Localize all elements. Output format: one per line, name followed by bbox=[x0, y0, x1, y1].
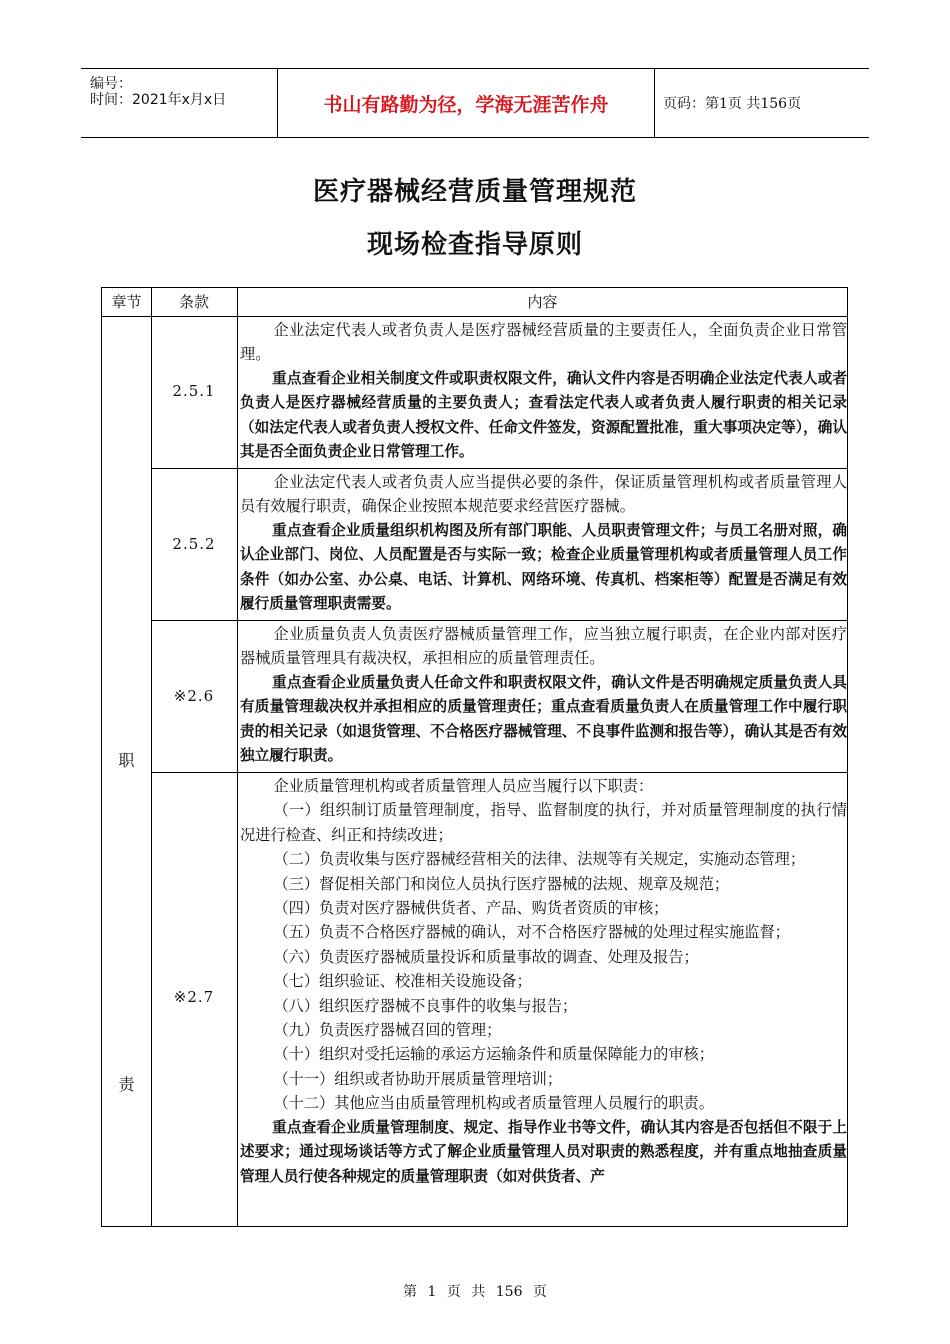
content-text: 企业法定代表人或者负责人是医疗器械经营质量的主要责任人，全面负责企业日常管理。 bbox=[240, 321, 847, 364]
duty-item: （六）负责医疗器械质量投诉和质量事故的调查、处理及报告； bbox=[273, 947, 699, 966]
content-key-points: 重点查看企业质量组织机构图及所有部门职能、人员职责管理文件；与员工名册对照，确认企业部门、岗位、人员配置是否与实际一致；检查企业质量管理机构或者质量管理人员工作条件（如办公室、办公桌、电话、计算机、网络环境、传真机、档案柜等）配置是否满足有效履行质量管理职责需要。 bbox=[240, 521, 847, 613]
content-2-5-2 bbox=[238, 470, 849, 616]
document-header bbox=[81, 68, 869, 138]
content-key-points: 重点查看企业质量管理制度、规定、指导作业书等文件，确认其内容是否包括但不限于上述要求；通过现场谈话等方式了解企业质量管理人员对职责的熟悉程度，并有重点地抽查质量管理人员行使各种规定的质量管理职责（如对供货者、产 bbox=[240, 1118, 847, 1185]
duty-item: （五）负责不合格医疗器械的确认，对不合格医疗器械的处理过程实施监督； bbox=[273, 923, 790, 942]
content-2-5-1 bbox=[238, 318, 849, 464]
header-page-info: 页码：第1页 共156页 bbox=[663, 96, 802, 112]
header-divider bbox=[102, 316, 848, 317]
chapter-char-2: 责 bbox=[118, 1075, 135, 1094]
duty-item: （三）督促相关部门和岗位人员执行医疗器械的法规、规章及规范； bbox=[273, 874, 730, 893]
duty-item: （四）负责对医疗器械供货者、产品、购货者资质的审核； bbox=[273, 899, 669, 918]
col-divider-1 bbox=[151, 288, 152, 1226]
row-divider-3 bbox=[151, 772, 848, 773]
duty-item: （二）负责收集与医疗器械经营相关的法律、法规等有关规定，实施动态管理； bbox=[273, 850, 805, 869]
date-label: 时间：2021年x月x日 bbox=[90, 92, 227, 108]
chapter-char-1: 职 bbox=[118, 751, 135, 770]
header-clause: 条款 bbox=[178, 293, 209, 311]
duty-item: （一）组织制订质量管理制度，指导、监督制度的执行，并对质量管理制度的执行情况进行检查、纠正和持续改进； bbox=[240, 801, 847, 844]
header-chapter: 章节 bbox=[111, 293, 142, 311]
content-key-points: 重点查看企业相关制度文件或职责权限文件，确认文件内容是否明确企业法定代表人或者负责人是医疗器械经营质量的主要负责人；查看法定代表人或者负责人履行职责的相关记录（如法定代表人或者负责人授权文件、任命文件签发，资源配置批准，重大事项决定等），确认其是否全面负责企业日常管理工作。 bbox=[240, 369, 847, 461]
content-text: 企业法定代表人或者负责人应当提供必要的条件，保证质量管理机构或者质量管理人员有效履行职责，确保企业按照本规范要求经营医疗器械。 bbox=[240, 473, 847, 516]
inspection-table bbox=[101, 287, 848, 1227]
clause-2-6: ※2.6 bbox=[173, 687, 215, 705]
number-label: 编号： bbox=[90, 76, 132, 92]
document-subtitle: 现场检查指导原则 bbox=[366, 230, 583, 260]
content-key-points: 重点查看企业质量负责人任命文件和职责权限文件，确认文件是否明确规定质量负责人具有质量管理裁决权并承担相应的质量管理责任；重点查看质量负责人在质量管理工作中履行职责的相关记录（如退货管理、不合格医疗器械管理、不良事件监测和报告等），确认其是否有效独立履行职责。 bbox=[240, 673, 847, 765]
row-divider-1 bbox=[151, 468, 848, 469]
content-2-7 bbox=[238, 774, 849, 1189]
duty-item: （十一）组织或者协助开展质量管理培训； bbox=[273, 1069, 562, 1088]
clause-2-5-1: 2.5.1 bbox=[172, 382, 216, 400]
document-title: 医疗器械经营质量管理规范 bbox=[312, 177, 637, 207]
duty-item: （九）负责医疗器械召回的管理； bbox=[273, 1021, 502, 1040]
content-text: 企业质量负责人负责医疗器械质量管理工作，应当独立履行职责，在企业内部对医疗器械质量管理具有裁决权，承担相应的质量管理责任。 bbox=[240, 625, 847, 668]
clause-2-5-2: 2.5.2 bbox=[172, 535, 216, 553]
duty-item: （十）组织对受托运输的承运方运输条件和质量保障能力的审核； bbox=[273, 1045, 714, 1064]
content-2-6 bbox=[238, 622, 849, 768]
header-content: 内容 bbox=[527, 293, 558, 311]
clause-2-7: ※2.7 bbox=[173, 988, 215, 1006]
header-meta bbox=[81, 69, 277, 137]
row-divider-2 bbox=[151, 620, 848, 621]
duty-item: （七）组织验证、校准相关设施设备； bbox=[273, 972, 532, 991]
header-motto: 书山有路勤为径，学海无涯苦作舟 bbox=[277, 69, 655, 137]
content-intro: 企业质量管理机构或者质量管理人员应当履行以下职责： bbox=[273, 777, 654, 795]
duty-item: （八）组织医疗器械不良事件的收集与报告； bbox=[273, 996, 578, 1015]
page-footer: 第 1 页 共 156 页 bbox=[403, 1284, 547, 1300]
duty-item: （十二）其他应当由质量管理机构或者质量管理人员履行的职责。 bbox=[273, 1094, 714, 1113]
